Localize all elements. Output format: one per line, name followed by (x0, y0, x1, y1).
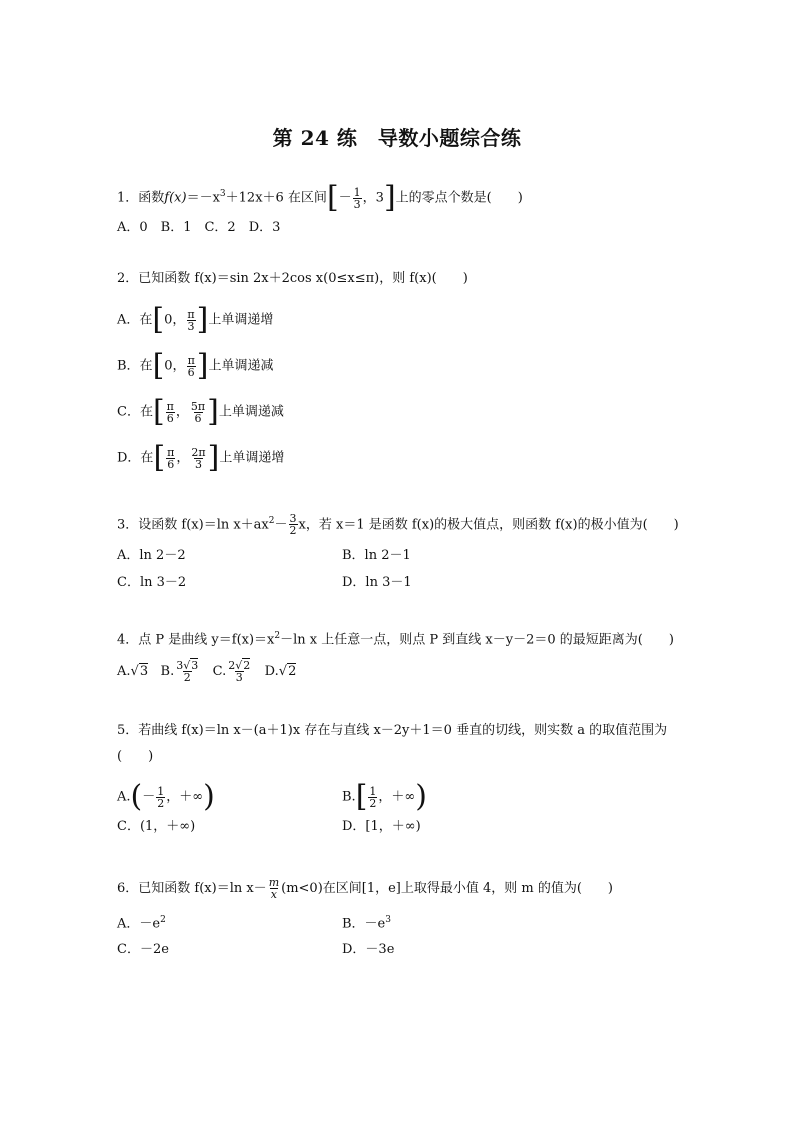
q3-option-a: A．ln 2－2 (117, 548, 186, 563)
q5-stem: 5．若曲线 f(x)＝ln x－(a＋1)x 存在与直线 x－2y＋1＝0 垂直的切线，则实数 a 的取值范围为 (117, 723, 668, 738)
q3-option-b: B．ln 2－1 (342, 548, 411, 563)
q1-stem: 1．函数$f(x)=-x^3+12x+6$ 在区间[－ $\frac{1}{3}$ ，3]上的零点个数是( ) (117, 180, 523, 215)
q3-option-c: C．ln 3－2 (117, 575, 187, 590)
q2-option-b: B．在[0， $\frac{\pi}{6}$ ]上单调递减 (117, 348, 274, 383)
q6-stem: 6．已知函数 f(x)＝ln x－ $\frac{m}{x}$ (m<0)在区间[1，e]上取得最小值 4，则 m 的值为( ) (117, 876, 614, 901)
q6-option-a: A．$-e^2$ (117, 915, 166, 932)
q5-option-c: C．(1，＋∞) (117, 819, 196, 834)
page-title: 第 24 练 导数小题综合练 (272, 126, 522, 150)
q2-option-c: C．在[ $\frac{\pi}{6}$ ， $\frac{5\pi}{6}$ ]上单调递减 (117, 394, 284, 429)
q5-stem-paren: ( ) (117, 749, 154, 764)
q5-option-a: A.(－ $\frac{1}{2}$ ，＋∞) (117, 779, 215, 814)
q3-stem: 3．设函数 f(x)＝ln $x+ax^2-$ $\frac{3}{2}$ x，若 x＝1 是函数 f(x)的极大值点，则函数 f(x)的极小值为( ) (117, 512, 679, 538)
q2-option-d: D．在[ $\frac{\pi}{6}$ ， $\frac{2\pi}{3}$ ]上单调递增 (117, 440, 285, 475)
q5-option-b: B.[ $\frac{1}{2}$ ，＋∞) (342, 779, 427, 814)
q6-option-c: C．－2e (117, 942, 169, 957)
q3-option-d: D．ln 3－1 (342, 575, 412, 590)
q6-option-b: B．$-e^3$ (342, 915, 391, 932)
q1-options: A．0 B．1 C．2 D．3 (117, 220, 281, 235)
q2-stem: 2．已知函数 f(x)＝sin 2x＋2cos x(0≤x≤π)，则 f(x)( ) (117, 271, 468, 286)
q5-option-d: D．[1，＋∞) (342, 819, 421, 834)
q2-option-a: A．在[0， $\frac{\pi}{3}$ ]上单调递增 (117, 302, 274, 337)
q6-option-d: D．－3e (342, 942, 395, 957)
q1-fraction: $\frac{1}{3}$ (353, 185, 361, 211)
q4-stem: 4．点 P 是曲线 $y=f(x)=x^2-\ln$ x 上任意一点，则点 P 到直线 x－y－2＝0 的最短距离为( ) (117, 631, 674, 648)
q4-options: A.√3 B. $\frac{3√3}{2}$ C. $\frac{2√2}{3}$ D.√2 (117, 659, 297, 684)
